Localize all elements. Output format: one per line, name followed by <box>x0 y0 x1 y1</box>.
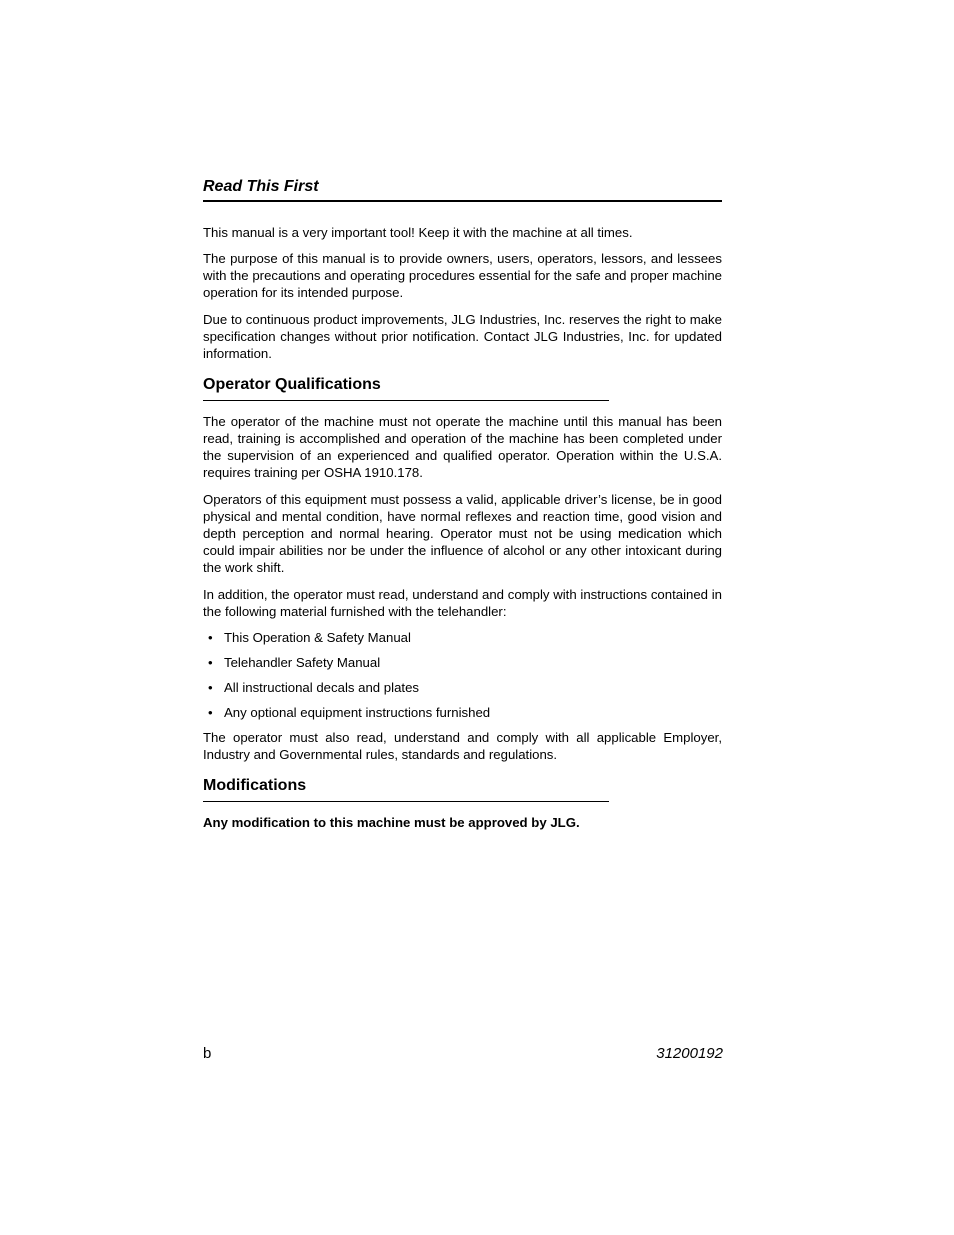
bullet-icon: • <box>208 680 213 695</box>
list-item-text: Any optional equipment instructions furnished <box>224 705 491 720</box>
list-item <box>203 704 722 729</box>
list-item <box>203 629 722 654</box>
list-item <box>203 654 722 679</box>
page-label: b <box>203 1045 212 1062</box>
qualifications-paragraph-4: The operator must also read, understand and comply with all applicable Employer, Industry and Governmental rules, standards and regulations. <box>203 730 722 762</box>
list-item-text: Telehandler Safety Manual <box>224 655 381 670</box>
intro-paragraph-2: The purpose of this manual is to provide owners, users, operators, lessors, and lessees with the precautions and operating procedures essential for the safe and proper machine operation for its intended purpose. <box>203 251 722 300</box>
qualifications-paragraph-3: In addition, the operator must read, understand and comply with instructions contained in the following material furnished with the telehandler: <box>203 587 722 619</box>
intro-paragraph-1: This manual is a very important tool! Keep it with the machine at all times. <box>203 225 633 240</box>
operator-qualifications-heading: Operator Qualifications <box>203 375 609 401</box>
modifications-note: Any modification to this machine must be approved by JLG. <box>203 815 580 830</box>
bullet-icon: • <box>208 705 213 720</box>
document-number: 31200192 <box>656 1045 723 1062</box>
list-item-text: All instructional decals and plates <box>224 680 419 695</box>
qualifications-paragraph-1: The operator of the machine must not operate the machine until this manual has been read, training is accomplished and operation of the machine has been completed under the supervision of an experienced and qualified operator. Operation within the U.S.A. requires training per OSHA 1910.178. <box>203 414 722 480</box>
page-title: Read This First <box>203 177 722 202</box>
intro-paragraph-3: Due to continuous product improvements, JLG Industries, Inc. reserves the right to make specification changes without prior notification. Contact JLG Industries, Inc. for updated information. <box>203 312 722 361</box>
modifications-heading: Modifications <box>203 776 609 802</box>
required-materials-list <box>203 629 722 729</box>
list-item-text: This Operation & Safety Manual <box>224 630 411 645</box>
bullet-icon: • <box>208 655 213 670</box>
bullet-icon: • <box>208 630 213 645</box>
list-item <box>203 679 722 704</box>
qualifications-paragraph-2: Operators of this equipment must possess a valid, applicable driver’s license, be in good physical and mental condition, have normal reflexes and reaction time, good vision and depth perception and normal hearing. Operator must not be using medication which could impair abilities nor be under the influence of alcohol or any other intoxicant during the work shift. <box>203 492 722 575</box>
